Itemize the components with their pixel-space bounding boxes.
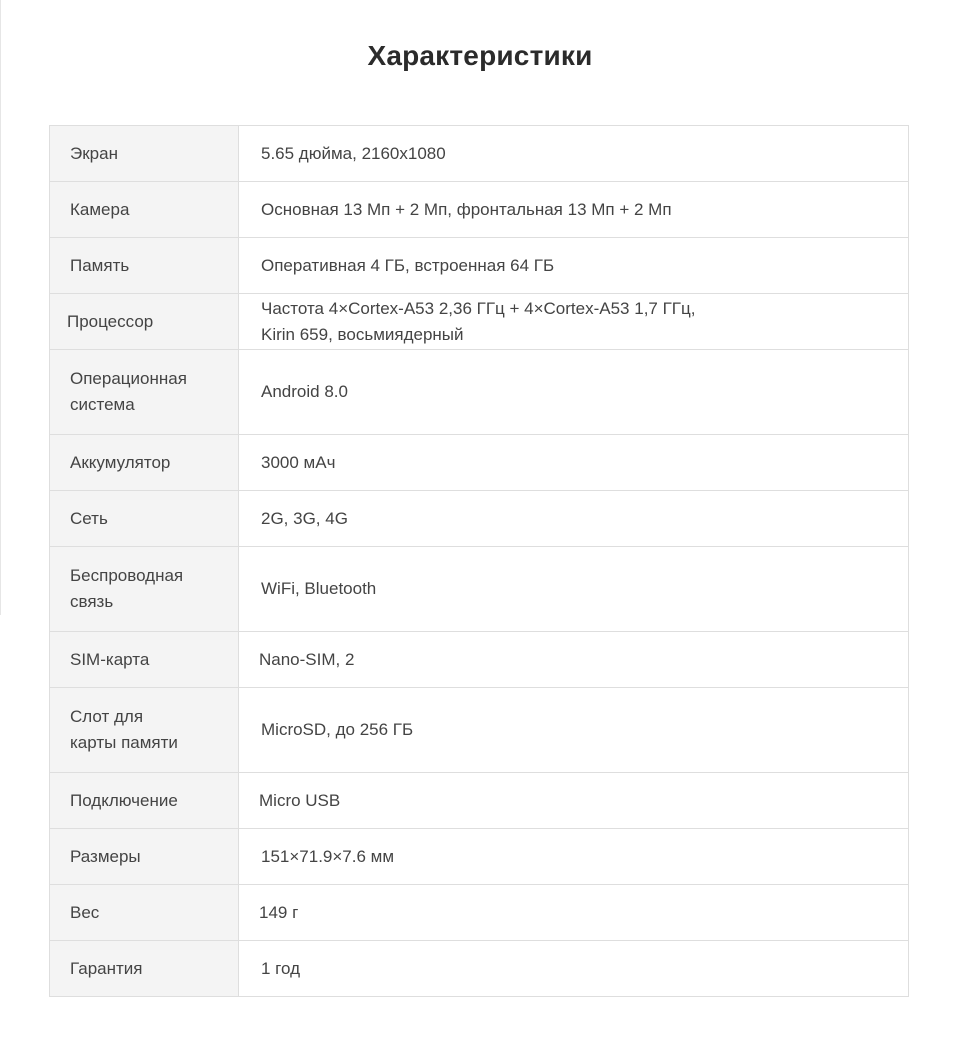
spec-label: Операционная система xyxy=(50,350,239,435)
spec-label: Экран xyxy=(50,126,239,182)
spec-row-sim xyxy=(50,632,909,688)
spec-row-camera xyxy=(50,182,909,238)
spec-label: Беспроводная связь xyxy=(50,547,239,632)
spec-label: Камера xyxy=(50,182,239,238)
spec-value: 151×71.9×7.6 мм xyxy=(239,829,909,885)
spec-value: Android 8.0 xyxy=(239,350,909,435)
spec-label: Сеть xyxy=(50,491,239,547)
spec-row-dimensions xyxy=(50,829,909,885)
spec-value: Основная 13 Мп + 2 Мп, фронтальная 13 Мп + 2 Мп xyxy=(239,182,909,238)
spec-table xyxy=(49,125,909,997)
spec-value: Оперативная 4 ГБ, встроенная 64 ГБ xyxy=(239,238,909,294)
spec-row-memory-slot xyxy=(50,688,909,773)
spec-row-memory xyxy=(50,238,909,294)
spec-value: MicroSD, до 256 ГБ xyxy=(239,688,909,773)
spec-value: Nano-SIM, 2 xyxy=(239,632,909,688)
spec-row-connection xyxy=(50,773,909,829)
spec-value: 1 год xyxy=(239,941,909,997)
spec-label: SIM-карта xyxy=(50,632,239,688)
spec-label: Процессор xyxy=(50,294,239,350)
spec-label: Размеры xyxy=(50,829,239,885)
spec-label: Вес xyxy=(50,885,239,941)
left-divider xyxy=(0,0,1,615)
spec-row-network xyxy=(50,491,909,547)
spec-value: 149 г xyxy=(239,885,909,941)
spec-row-wireless xyxy=(50,547,909,632)
spec-value: Micro USB xyxy=(239,773,909,829)
spec-label: Слот для карты памяти xyxy=(50,688,239,773)
page-title: Характеристики xyxy=(367,40,593,71)
spec-row-battery xyxy=(50,435,909,491)
spec-row-processor xyxy=(50,294,909,350)
spec-value: Частота 4×Cortex-A53 2,36 ГГц + 4×Cortex-A53 1,7 ГГц, Kirin 659, восьмиядерный xyxy=(239,294,909,350)
spec-value: 2G, 3G, 4G xyxy=(239,491,909,547)
spec-label: Гарантия xyxy=(50,941,239,997)
spec-row-os xyxy=(50,350,909,435)
spec-value: 3000 мАч xyxy=(239,435,909,491)
spec-row-warranty xyxy=(50,941,909,997)
spec-row-weight xyxy=(50,885,909,941)
spec-label: Аккумулятор xyxy=(50,435,239,491)
spec-label: Подключение xyxy=(50,773,239,829)
spec-value: 5.65 дюйма, 2160x1080 xyxy=(239,126,909,182)
spec-value: WiFi, Bluetooth xyxy=(239,547,909,632)
spec-row-screen xyxy=(50,126,909,182)
spec-label: Память xyxy=(50,238,239,294)
